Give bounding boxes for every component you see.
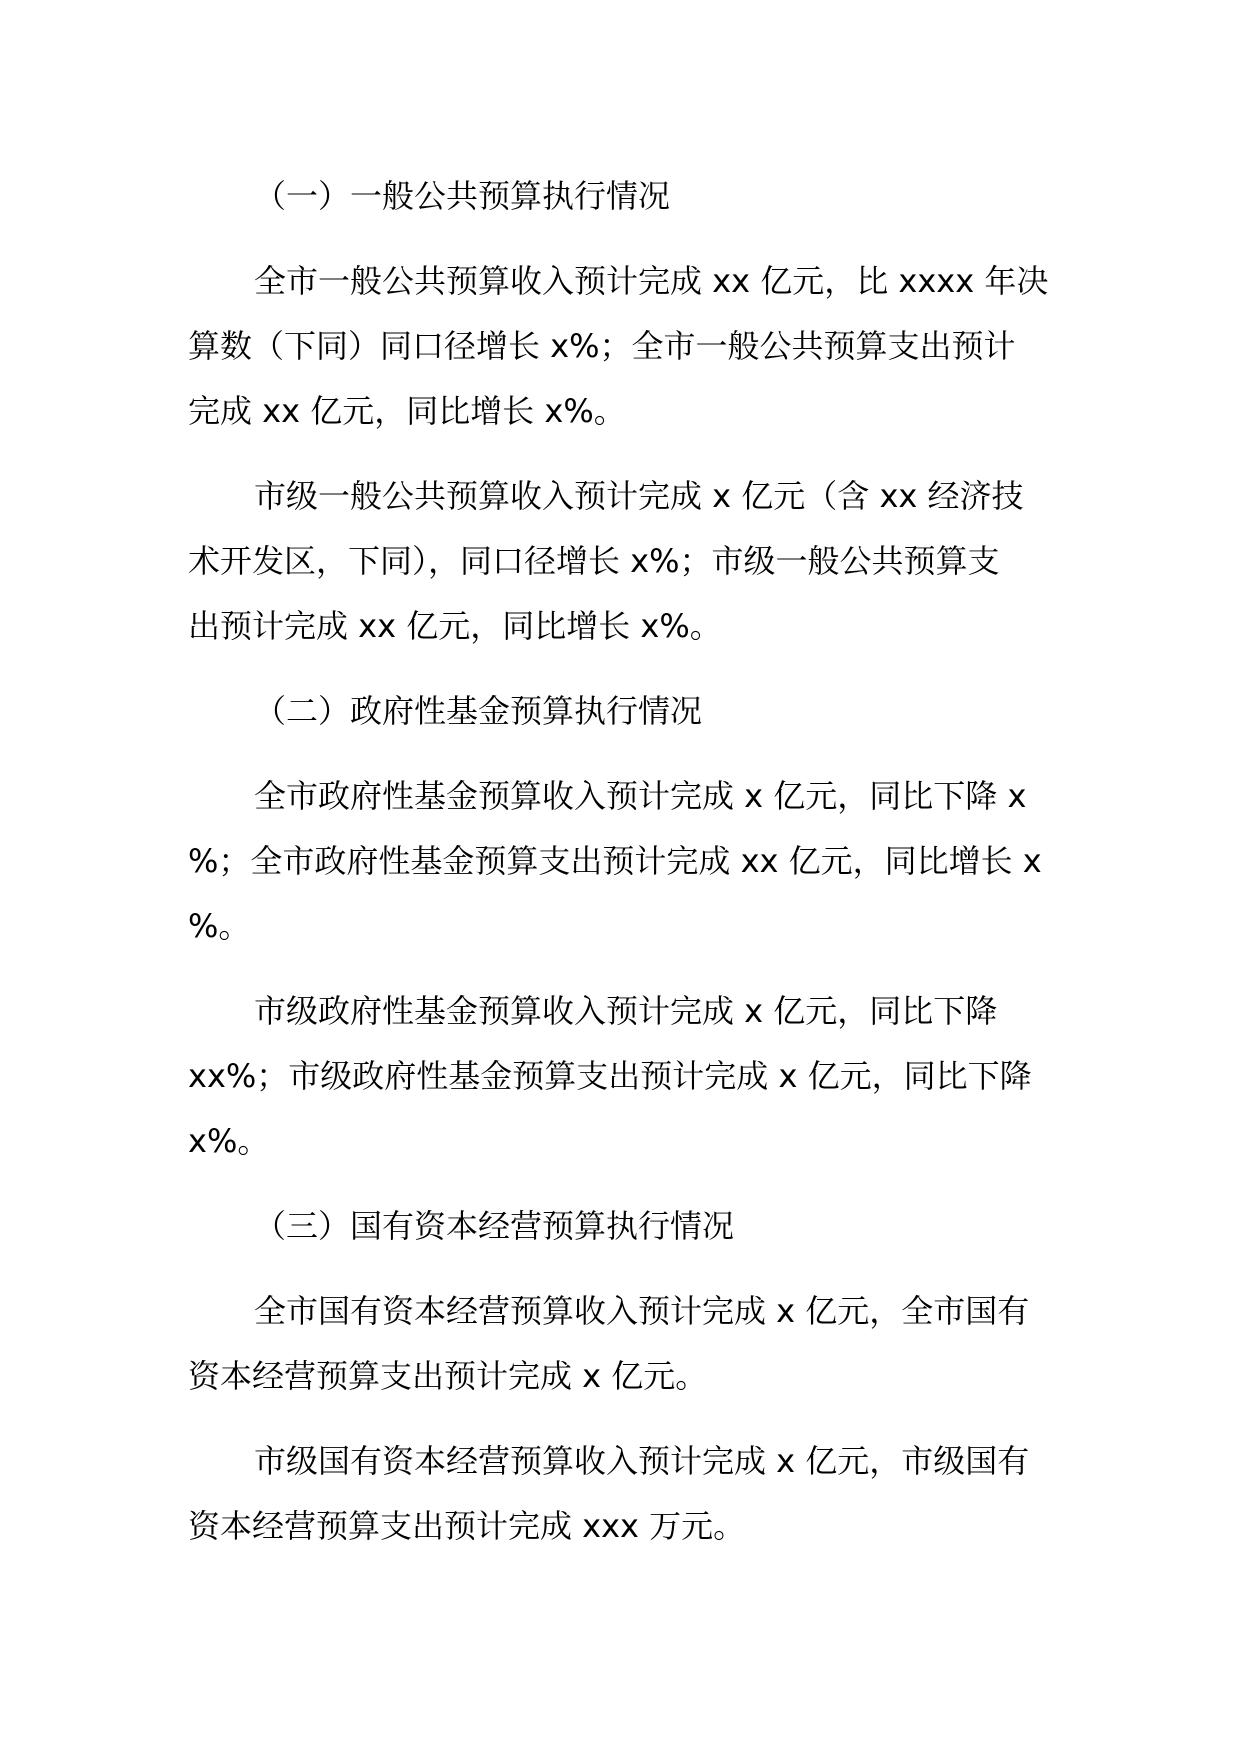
text-line: 市级一般公共预算收入预计完成 x 亿元（含 xx 经济技 bbox=[254, 477, 1024, 515]
document-page bbox=[188, 164, 1056, 1559]
text-line: 市级国有资本经营预算收入预计完成 x 亿元，市级国有 bbox=[254, 1442, 1030, 1480]
text-line: 全市国有资本经营预算收入预计完成 x 亿元，全市国有 bbox=[254, 1292, 1030, 1330]
text-line: x%。 bbox=[188, 1122, 270, 1160]
paragraph-6 bbox=[188, 1429, 1056, 1559]
text-line: %。 bbox=[188, 907, 251, 945]
section-heading-3: （三）国有资本经营预算执行情况 bbox=[254, 1207, 735, 1245]
paragraph-4 bbox=[188, 979, 1056, 1174]
text-line: 完成 xx 亿元，同比增长 x%。 bbox=[188, 392, 626, 430]
paragraph-5 bbox=[188, 1279, 1056, 1409]
text-line: 全市政府性基金预算收入预计完成 x 亿元，同比下降 x bbox=[254, 777, 1027, 815]
section-heading-1: （一）一般公共预算执行情况 bbox=[254, 177, 671, 215]
section-heading-2: （二）政府性基金预算执行情况 bbox=[254, 692, 703, 730]
text-line: xx%；市级政府性基金预算支出预计完成 x 亿元，同比下降 bbox=[188, 1057, 1032, 1095]
text-line: 资本经营预算支出预计完成 x 亿元。 bbox=[188, 1357, 708, 1395]
text-line: 出预计完成 xx 亿元，同比增长 x%。 bbox=[188, 607, 722, 645]
text-line: 算数（下同）同口径增长 x%；全市一般公共预算支出预计 bbox=[188, 327, 1016, 365]
paragraph-2 bbox=[188, 464, 1056, 659]
paragraph-1 bbox=[188, 249, 1056, 444]
text-line: 市级政府性基金预算收入预计完成 x 亿元，同比下降 bbox=[254, 992, 998, 1030]
text-line: 全市一般公共预算收入预计完成 xx 亿元，比 xxxx 年决 bbox=[254, 262, 1049, 300]
paragraph-3 bbox=[188, 764, 1056, 959]
text-line: 资本经营预算支出预计完成 xxx 万元。 bbox=[188, 1507, 746, 1545]
text-line: %；全市政府性基金预算支出预计完成 xx 亿元，同比增长 x bbox=[188, 842, 1042, 880]
text-line: 术开发区，下同），同口径增长 x%；市级一般公共预算支 bbox=[188, 542, 1000, 580]
